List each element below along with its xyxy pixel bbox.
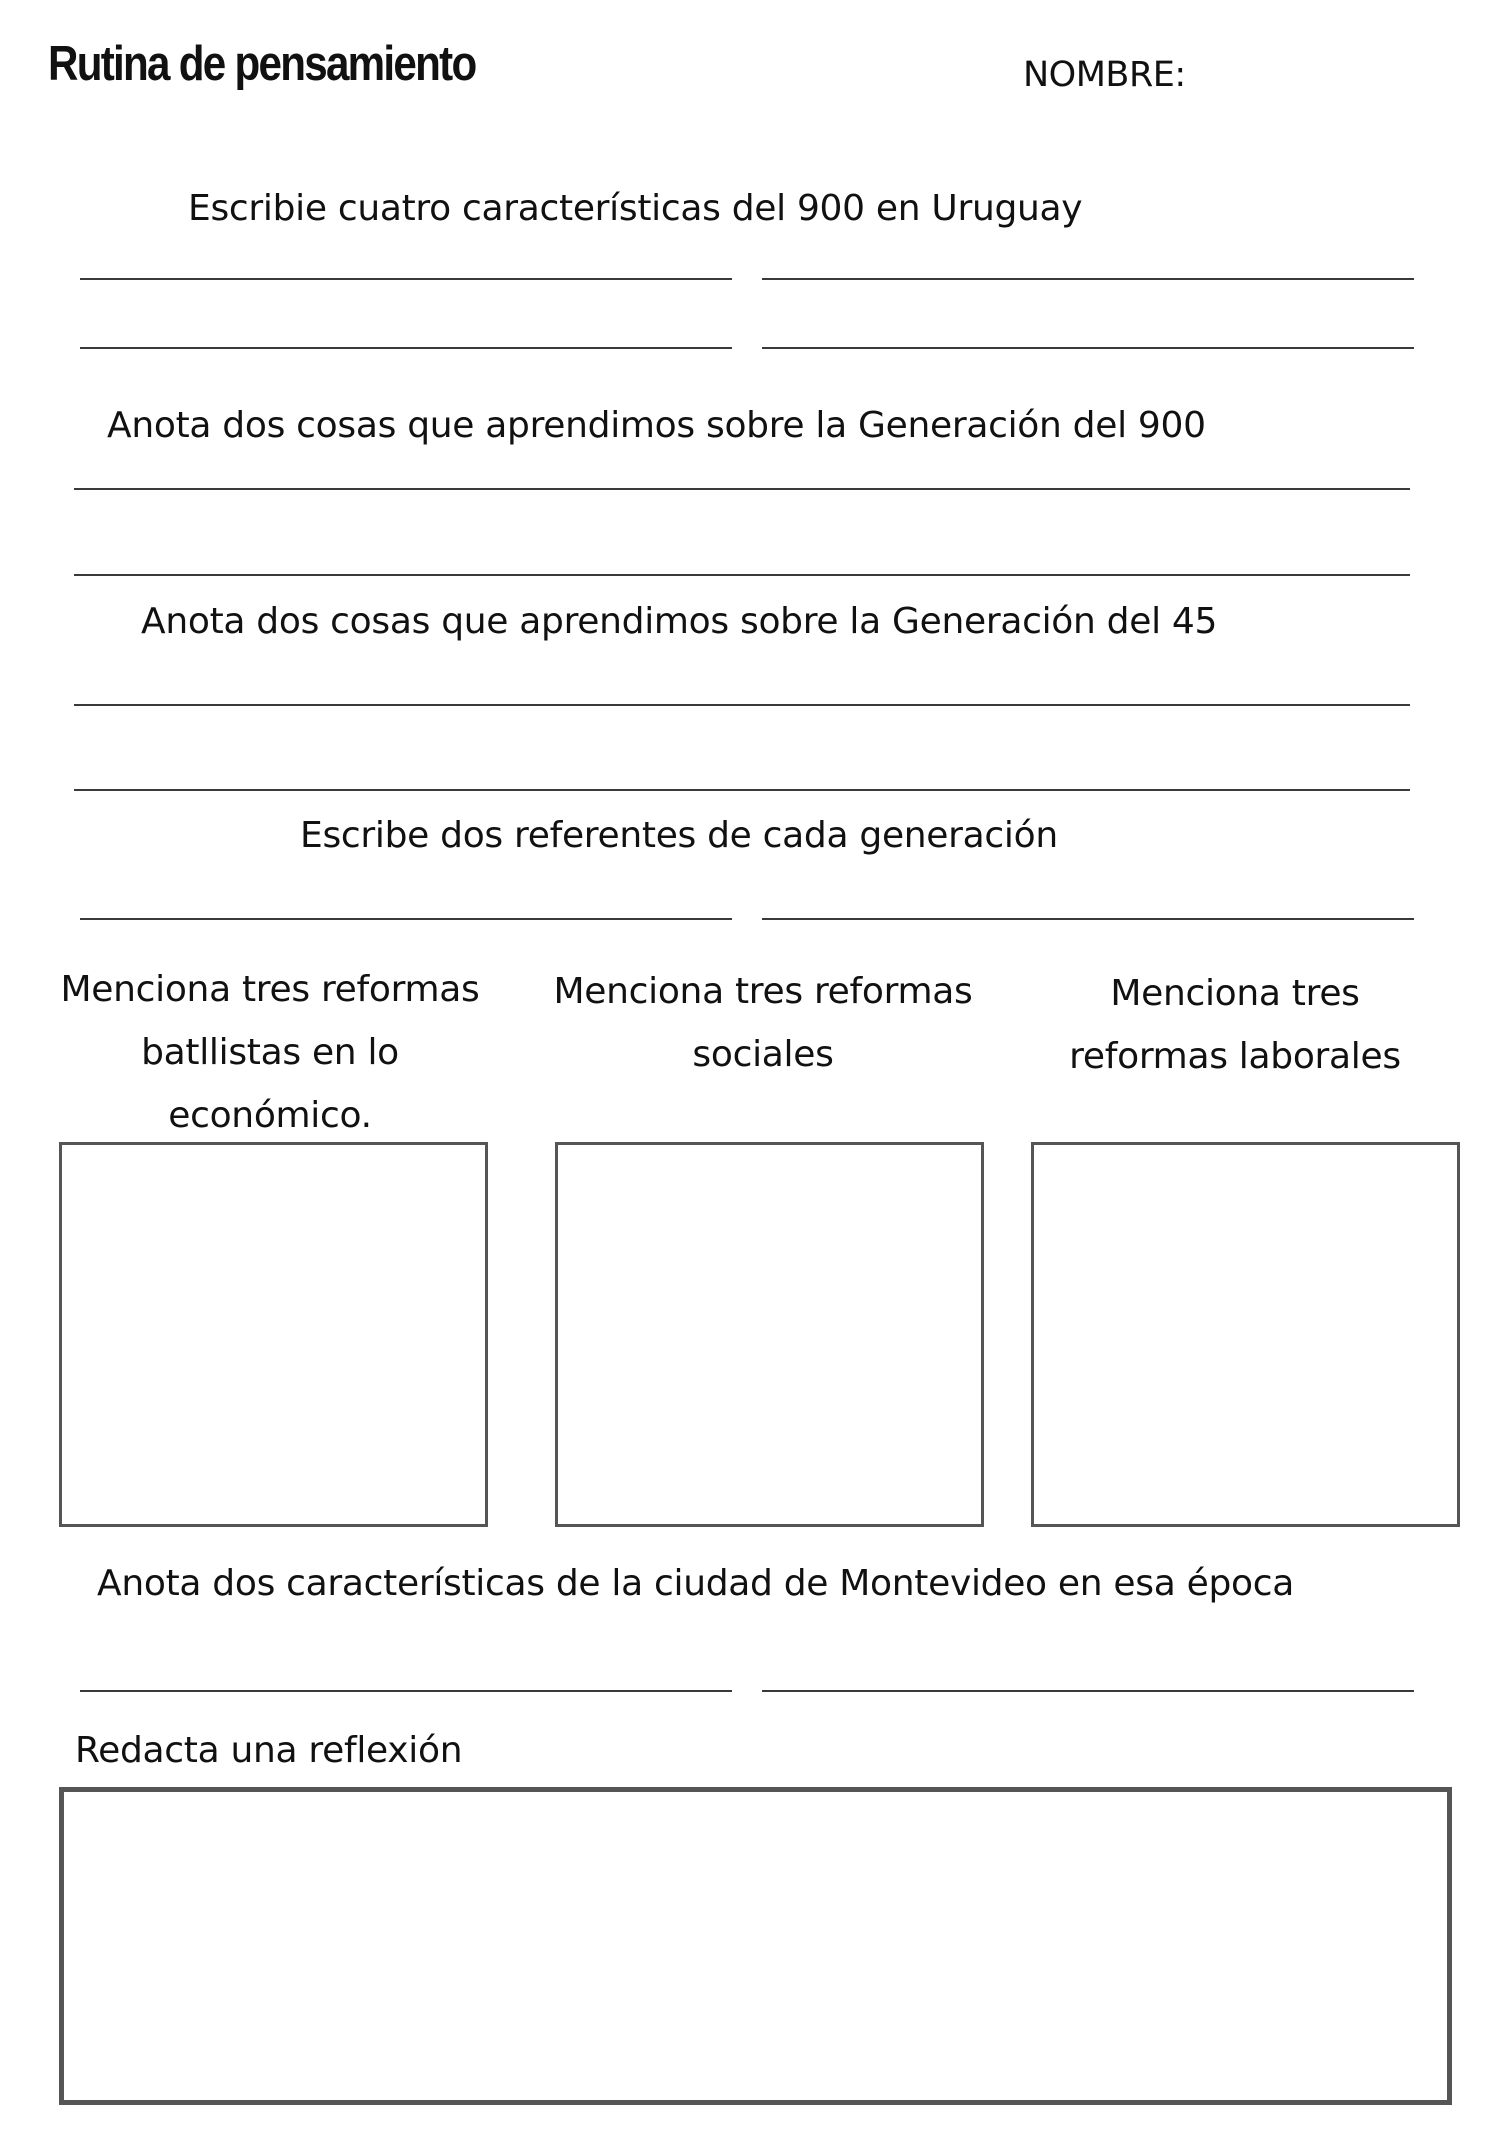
prompt-reflection: Redacta una reflexión xyxy=(75,1730,463,1771)
answer-line-2[interactable] xyxy=(762,278,1414,280)
answer-line-referent-1[interactable] xyxy=(80,918,732,920)
answer-line-gen900-1[interactable] xyxy=(74,488,1410,490)
column-heading-line: sociales xyxy=(692,1034,834,1075)
answer-line-montevideo-2[interactable] xyxy=(762,1690,1414,1692)
answer-line-gen900-2[interactable] xyxy=(74,574,1410,576)
prompt-generation-45: Anota dos cosas que aprendimos sobre la Generación del 45 xyxy=(141,601,1218,642)
reflection-box[interactable] xyxy=(59,1787,1452,2105)
column-heading-line: Menciona tres reformas xyxy=(553,971,973,1012)
column-heading-labor xyxy=(1000,962,1470,1088)
prompt-referents: Escribe dos referentes de cada generación xyxy=(300,815,1058,856)
answer-line-montevideo-1[interactable] xyxy=(80,1690,732,1692)
column-heading-line: Menciona tres xyxy=(1110,973,1360,1014)
answer-box-economic[interactable] xyxy=(59,1142,488,1527)
prompt-characteristics-900: Escribie cuatro características del 900 en Uruguay xyxy=(188,188,1083,229)
answer-line-1[interactable] xyxy=(80,278,732,280)
answer-line-gen45-2[interactable] xyxy=(74,789,1410,791)
answer-line-referent-2[interactable] xyxy=(762,918,1414,920)
column-heading-line: económico. xyxy=(168,1095,372,1136)
column-heading-line: batllistas en lo xyxy=(141,1032,399,1073)
column-heading-economic xyxy=(35,958,505,1147)
answer-line-4[interactable] xyxy=(762,347,1414,349)
name-label: NOMBRE: xyxy=(1023,55,1186,95)
page-title: Rutina de pensamiento xyxy=(48,37,476,91)
column-heading-social xyxy=(528,960,998,1086)
column-heading-line: Menciona tres reformas xyxy=(60,969,480,1010)
answer-line-gen45-1[interactable] xyxy=(74,704,1410,706)
answer-box-social[interactable] xyxy=(555,1142,984,1527)
answer-box-labor[interactable] xyxy=(1031,1142,1460,1527)
column-heading-line: reformas laborales xyxy=(1069,1036,1401,1077)
answer-line-3[interactable] xyxy=(80,347,732,349)
prompt-generation-900: Anota dos cosas que aprendimos sobre la Generación del 900 xyxy=(107,405,1206,446)
prompt-montevideo: Anota dos características de la ciudad de Montevideo en esa época xyxy=(97,1563,1295,1604)
